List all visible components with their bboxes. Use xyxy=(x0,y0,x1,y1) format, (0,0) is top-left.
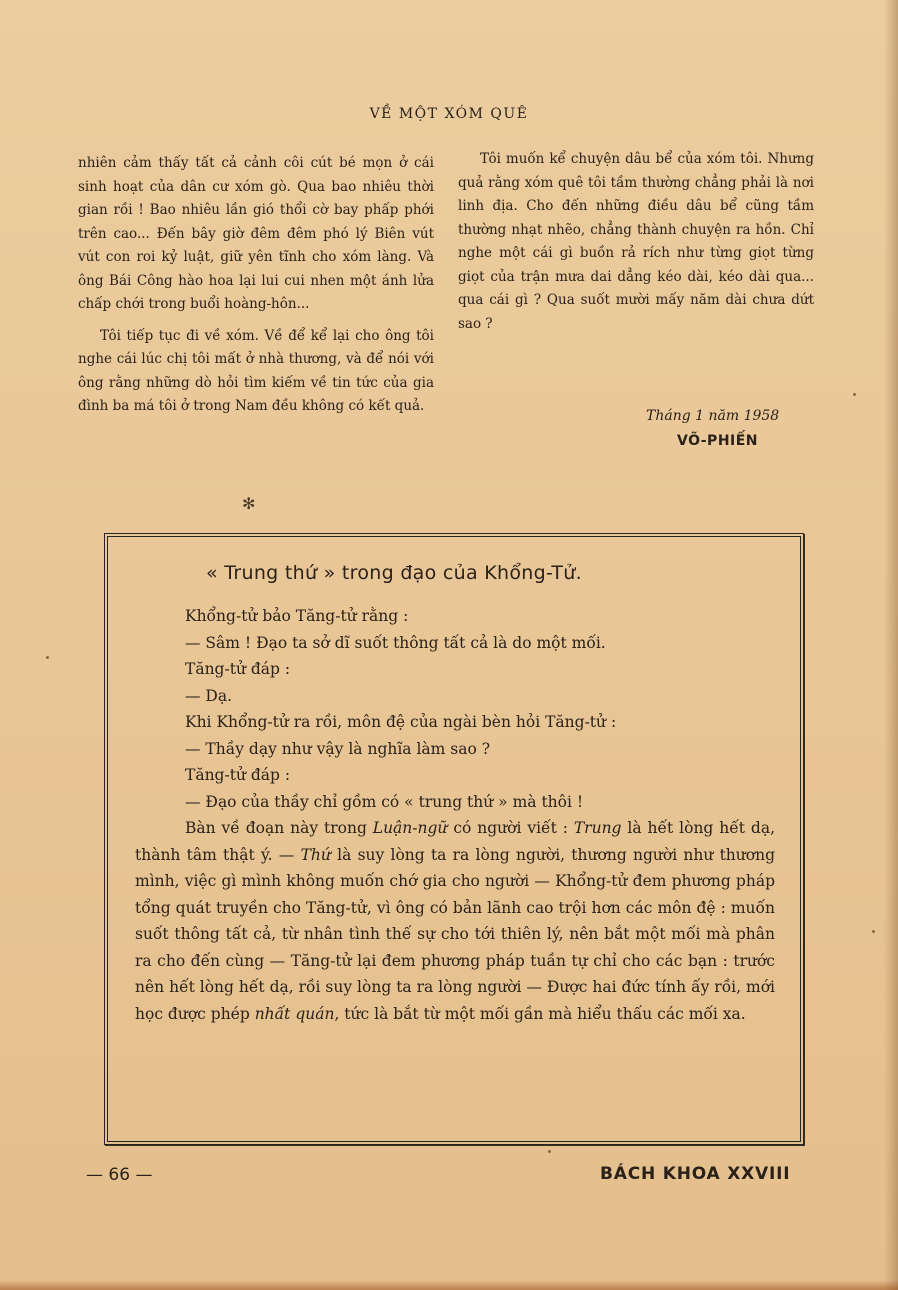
left-column xyxy=(78,152,434,419)
page-bottom-edge xyxy=(0,1280,898,1290)
box-body xyxy=(135,603,775,1027)
commentary-text: là suy lòng ta ra lòng người, thương người như thương mình, việc gì mình không muốn chớ gia cho người — Khổng-tử đem phương pháp tổng quát truyền cho Tăng-tử, vì ông có bản lãnh cao trội hơn các môn đệ : muốn suốt thông tất cả, từ nhân tình thế sự cho tới thiên lý, nên bắt một mối mà phân ra cho đến cùng — Tăng-tử lại đem phương pháp tuần tự chỉ cho các bạn : trước nên hết lòng hết dạ, rồi suy lòng ta ra lòng người — Được hai đức tính ấy rồi, mới học được phép xyxy=(135,845,776,1023)
article-date: Tháng 1 năm 1958 xyxy=(646,408,780,424)
page-number: — 66 — xyxy=(86,1165,153,1185)
left-paragraph-1: nhiên cảm thấy tất cả cảnh côi cút bé mọn ở cái sinh hoạt của dân cư xóm gò. Qua bao nhiêu thời gian rồi ! Bao nhiêu lần gió thổi cờ bay phấp phới trên cao... Đến bây giờ đêm đêm phó lý Biên vút vút con roi kỷ luật, giữ yên tĩnh cho xóm làng. Và ông Bái Công hào hoa lại lui cui nhen một ánh lửa chấp chới trong buổi hoàng-hôn... xyxy=(78,155,434,312)
dialogue-line: Tăng-tử đáp : xyxy=(185,660,291,678)
paper-speck xyxy=(46,656,49,659)
article-author: VÕ-PHIẾN xyxy=(677,433,759,449)
commentary-text: là hết lòng hết dạ, thành tâm thật ý. — xyxy=(135,819,775,864)
commentary-text: Bàn về đoạn này trong xyxy=(185,819,373,837)
term-nhat-quan: nhất quán xyxy=(254,1004,335,1023)
right-column xyxy=(458,148,814,336)
left-paragraph-2: Tôi tiếp tục đi về xóm. Về để kể lại cho ông tôi nghe cái lúc chị tôi mất ở nhà thương, và để nói với ông rằng những dò hỏi tìm kiếm về tin tức của gia đình ba má tôi ở trong Nam đều không có kết quả. xyxy=(78,327,434,414)
dialogue-line: Khổng-tử bảo Tăng-tử rằng : xyxy=(185,607,409,625)
book-title: Luận-ngữ xyxy=(372,819,448,837)
dialogue-line: Tăng-tử đáp : xyxy=(185,766,291,784)
dialogue-line: — Sâm ! Đạo ta sở dĩ suốt thông tất cả là do một mối. xyxy=(185,633,606,652)
dialogue-line: — Dạ. xyxy=(185,686,233,705)
dialogue-line: — Đạo của thầy chỉ gồm có « trung thứ » mà thôi ! xyxy=(185,792,584,811)
term-trung: Trung xyxy=(573,819,622,837)
paper-speck xyxy=(872,930,875,933)
section-separator: ✻ xyxy=(242,494,256,513)
page-edge-shadow xyxy=(884,0,898,1290)
magazine-footer: BÁCH KHOA XXVIII xyxy=(600,1164,791,1184)
dialogue-line: Khi Khổng-tử ra rồi, môn đệ của ngài bèn hỏi Tăng-tử : xyxy=(185,713,617,731)
box-title: « Trung thứ » trong đạo của Khổng-Tử. xyxy=(206,562,582,584)
running-head: VỀ MỘT XÓM QUÊ xyxy=(369,106,529,122)
right-paragraph-1: Tôi muốn kể chuyện dâu bể của xóm tôi. Nhưng quả rằng xóm quê tôi tầm thường chẳng phải là nơi linh địa. Cho đến những điều dâu bể cũng tầm thường nhạt nhẽo, chẳng thành chuyện ra hồn. Chỉ nghe một cái gì buồn rả rích như từng giọt từng giọt của trận mưa dai dẳng kéo dài, kéo dài qua... qua cái gì ? Qua suốt mười mấy năm dài chưa dứt sao ? xyxy=(458,151,814,332)
paper-speck xyxy=(853,393,856,396)
paper-speck xyxy=(548,1150,551,1153)
commentary-text: , tức là bắt từ một mối gần mà hiểu thấu các mối xa. xyxy=(334,1004,746,1023)
term-thu: Thứ xyxy=(300,845,331,864)
commentary-text: có người viết : xyxy=(447,819,574,837)
commentary-paragraph xyxy=(135,815,775,1027)
dialogue-line: — Thầy dạy như vậy là nghĩa làm sao ? xyxy=(185,739,491,758)
